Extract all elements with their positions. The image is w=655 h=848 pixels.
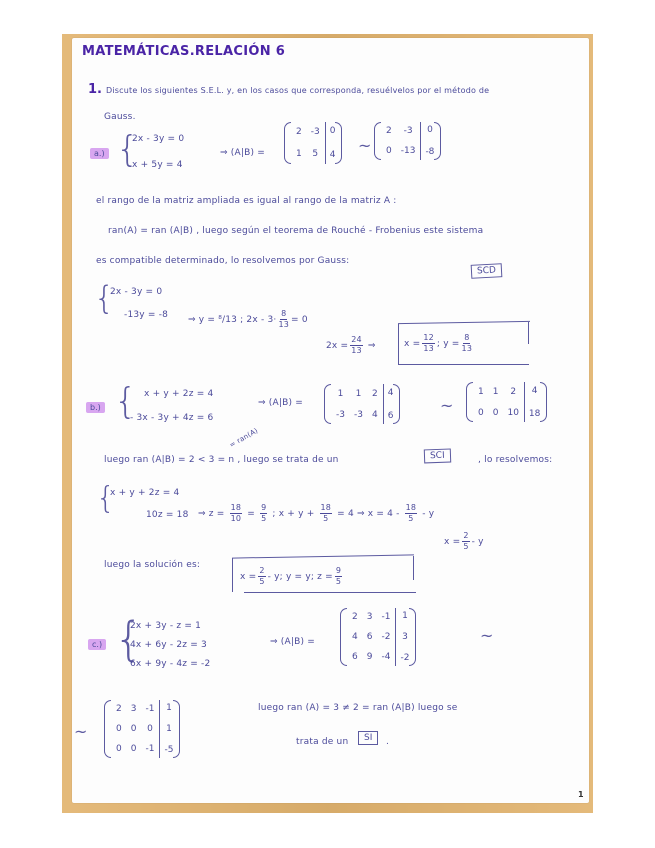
row-equivalence-tilde: ~ xyxy=(74,722,88,741)
part-a-text-3: es compatible determinado, lo resolvemos por Gauss: xyxy=(96,256,350,266)
result-box-right-line xyxy=(528,322,529,344)
system-brace: { xyxy=(116,129,139,170)
part-c-text-2-end: . xyxy=(386,737,390,747)
part-a-text-1: el rango de la matriz ampliada es igual al rango de la matriz A : xyxy=(96,196,397,206)
part-a-equation-1: 2x - 3y = 0 xyxy=(132,134,185,144)
system-brace: { xyxy=(96,481,116,516)
system-brace: { xyxy=(114,381,137,422)
part-a-reduced-matrix: 2 -3 0 -13 0 -8 xyxy=(374,122,441,160)
part-a-arrow: ⇒ (A|B) = xyxy=(220,148,265,158)
rank-annotation: = ran(A) xyxy=(228,426,260,450)
part-b-solution-intro: luego la solución es: xyxy=(104,560,201,570)
part-b-text-1-end: , lo resolvemos: xyxy=(478,455,553,465)
part-b-step-1: ⇒ z = $\frac{18}{10}$ = $\frac{9}{5}$ ; x + y + $\frac{18}{5}$ = 4 ⇒ x = 4 - $\frac{18}{5}$ - y xyxy=(198,503,435,523)
part-c-equation-1: 2x + 3y - z = 1 xyxy=(130,621,202,631)
exercise-statement-line2: Gauss. xyxy=(104,112,136,122)
system-brace: { xyxy=(114,612,144,666)
part-a-text-2: ran(A) = ran (A|B) , luego según el teorema de Rouché - Frobenius este sistema xyxy=(108,226,484,236)
exercise-number: 1. xyxy=(88,82,102,97)
row-equivalence-tilde: ~ xyxy=(440,396,454,415)
part-b-equation-1: x + y + 2z = 4 xyxy=(144,389,214,399)
part-b-reduced-matrix: 1 1 2 0 0 10 4 18 xyxy=(466,382,547,422)
row-equivalence-tilde: ~ xyxy=(480,626,494,645)
result-box-bottom-line xyxy=(244,592,416,593)
part-a-step-2: 2x = $\frac{24}{13}$ ⇒ xyxy=(326,335,376,355)
part-a-equation-2: x + 5y = 4 xyxy=(132,160,183,170)
part-a-label: a.) xyxy=(90,148,109,159)
row-equivalence-tilde: ~ xyxy=(358,136,372,155)
part-a-augmented-matrix: 2 -3 1 5 0 4 xyxy=(284,122,342,164)
part-c-equation-2: 4x + 6y - 2z = 3 xyxy=(130,640,207,650)
part-c-equation-3: 6x + 9y - 4z = -2 xyxy=(130,659,211,669)
part-b-arrow: ⇒ (A|B) = xyxy=(258,398,303,408)
classification-badge-scd: SCD xyxy=(471,263,503,279)
page-title: MATEMÁTICAS.RELACIÓN 6 xyxy=(82,44,286,59)
classification-badge-si: SI xyxy=(358,731,378,745)
result-box-right-line xyxy=(413,556,414,580)
part-c-label: c.) xyxy=(88,639,106,650)
part-c-reduced-matrix: 2 3 -1 0 0 0 0 0 -1 1 1 -5 xyxy=(104,700,180,758)
system-brace: { xyxy=(94,279,115,317)
part-b-solution: x = $\frac{2}{5}$ - y; y = y; z = $\frac{9}{5}$ xyxy=(240,566,342,586)
part-c-text-2: trata de un xyxy=(296,737,349,747)
part-c-arrow: ⇒ (A|B) = xyxy=(270,637,315,647)
part-a-result: x = $\frac{12}{13}$ ; y = $\frac{8}{13}$ xyxy=(404,333,473,353)
part-a-solve-eq-1: 2x - 3y = 0 xyxy=(110,287,163,297)
page-number: 1 xyxy=(578,790,584,799)
part-b-step-2: x = $\frac{2}{5}$ - y xyxy=(444,531,484,551)
part-b-equation-2: - 3x - 3y + 4z = 6 xyxy=(130,413,214,423)
part-b-solve-eq-1: x + y + 2z = 4 xyxy=(110,488,180,498)
part-b-label: b.) xyxy=(86,402,105,413)
part-b-text-1: luego ran (A|B) = 2 < 3 = n , luego se trata de un xyxy=(104,455,339,465)
part-a-step-1: ⇒ y = ⁸/13 ; 2x - 3· $\frac{8}{13}$ = 0 xyxy=(188,309,308,329)
part-b-augmented-matrix: 1 1 2 -3 -3 4 4 6 xyxy=(324,384,400,424)
part-c-augmented-matrix: 2 3 -1 4 6 -2 6 9 -4 1 3 -2 xyxy=(340,608,416,666)
part-c-text-1: luego ran (A) = 3 ≠ 2 = ran (A|B) luego se xyxy=(258,703,458,713)
part-a-solve-eq-2: -13y = -8 xyxy=(124,310,169,320)
exercise-statement-line1: Discute los siguientes S.E.L. y, en los casos que corresponda, resuélvelos por el método de xyxy=(106,86,490,95)
part-b-solve-eq-2: 10z = 18 xyxy=(146,510,189,520)
result-box-left-line xyxy=(232,558,233,592)
classification-badge-sci: SCI xyxy=(424,449,451,464)
